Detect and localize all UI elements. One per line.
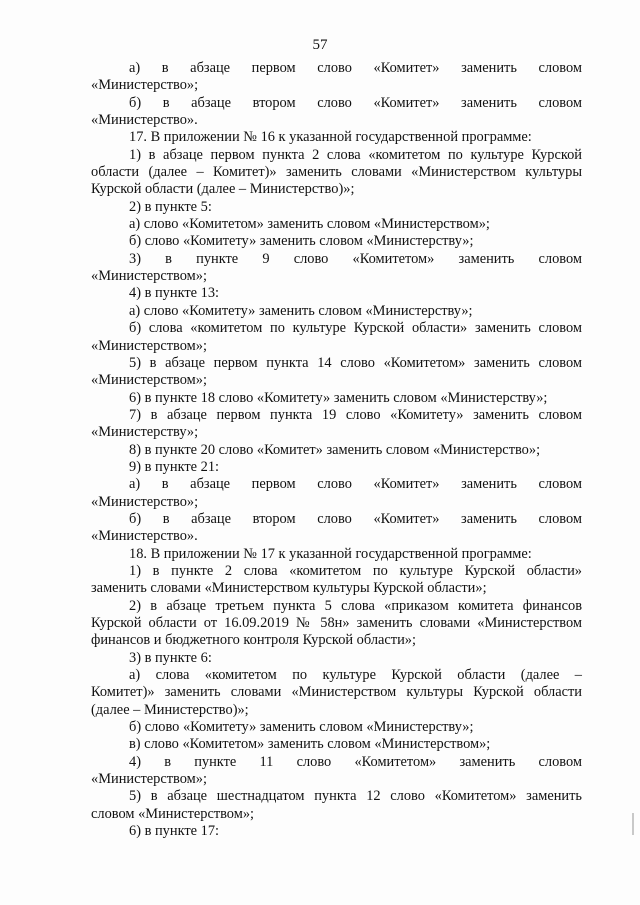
text-line: «Министерством»;: [91, 268, 207, 285]
text-line: а) в абзаце первом слово «Комитет» заменить словом: [129, 60, 582, 76]
text-line: 6) в пункте 18 слово «Комитету» заменить словом «Министерству»;: [129, 389, 548, 406]
text-line: «Министерство».: [91, 528, 198, 545]
text-line: «Министерство»;: [91, 77, 199, 94]
text-line: 5) в абзаце шестнадцатом пункта 12 слово «Комитетом» заменить: [129, 788, 582, 805]
text-line: заменить словами «Министерством культуры Курской области»;: [91, 580, 487, 597]
text-line: «Министерство»;: [91, 493, 199, 510]
text-line: а) слова «комитетом по культуре Курской области (далее –: [129, 667, 582, 684]
text-line: 1) в абзаце первом пункта 2 слова «комитетом по культуре Курской: [129, 146, 582, 163]
text-line: 4) в пункте 13:: [129, 285, 220, 302]
text-line: (далее – Министерство)»;: [91, 701, 249, 718]
text-line: 3) в пункте 6:: [129, 649, 212, 666]
text-line: б) в абзаце втором слово «Комитет» заменить словом: [129, 94, 582, 111]
scan-edge-mark: [632, 813, 634, 835]
text-line: «Министерство».: [91, 112, 198, 129]
text-line: 6) в пункте 17:: [129, 823, 220, 840]
page-number: 57: [312, 37, 328, 53]
text-line: 2) в пункте 5:: [129, 198, 212, 215]
text-line: «Министерством»;: [91, 372, 207, 389]
text-line: Курской области (далее – Министерство)»;: [91, 181, 355, 198]
text-line: «Министерством»;: [91, 337, 207, 354]
text-line: «Министерству»;: [91, 424, 199, 441]
text-line: финансов и бюджетного контроля Курской области»;: [91, 632, 416, 649]
text-line: 18. В приложении № 17 к указанной государственной программе:: [129, 545, 532, 562]
text-line: «Министерством»;: [91, 771, 207, 788]
text-line: 8) в пункте 20 слово «Комитет» заменить словом «Министерство»;: [129, 441, 541, 458]
text-line: области (далее – Комитет)» заменить словами «Министерством культуры: [91, 164, 582, 181]
text-line: в) слово «Комитетом» заменить словом «Министерством»;: [129, 736, 491, 753]
text-line: б) слова «комитетом по культуре Курской области» заменить словом: [129, 320, 582, 337]
text-line: б) слово «Комитету» заменить словом «Министерству»;: [129, 719, 474, 736]
text-line: б) слово «Комитету» заменить словом «Министерству»;: [129, 233, 474, 250]
text-line: 1) в пункте 2 слова «комитетом по культуре Курской области»: [129, 562, 582, 579]
text-line: а) в абзаце первом слово «Комитет» заменить словом: [129, 476, 582, 493]
text-line: б) в абзаце втором слово «Комитет» заменить словом: [129, 510, 582, 527]
text-line: Курской области от 16.09.2019 № 58н» заменить словами «Министерством: [91, 615, 582, 631]
text-line: 3) в пункте 9 слово «Комитетом» заменить словом: [129, 250, 582, 267]
text-line: словом «Министерством»;: [91, 805, 255, 822]
text-line: 5) в абзаце первом пункта 14 слово «Комитетом» заменить словом: [129, 354, 582, 371]
text-line: 2) в абзаце третьем пункта 5 слова «приказом комитета финансов: [129, 597, 582, 614]
text-line: 4) в пункте 11 слово «Комитетом» заменить словом: [129, 753, 582, 770]
text-line: 17. В приложении № 16 к указанной государственной программе:: [129, 129, 532, 146]
text-line: 9) в пункте 21:: [129, 458, 220, 475]
text-line: а) слово «Комитетом» заменить словом «Министерством»;: [129, 216, 490, 233]
text-line: Комитет)» заменить словами «Министерством культуры Курской области: [91, 684, 582, 701]
document-body: [91, 60, 582, 840]
text-line: а) слово «Комитету» заменить словом «Министерству»;: [129, 302, 473, 319]
text-line: 7) в абзаце первом пункта 19 слово «Комитету» заменить словом: [129, 406, 582, 423]
